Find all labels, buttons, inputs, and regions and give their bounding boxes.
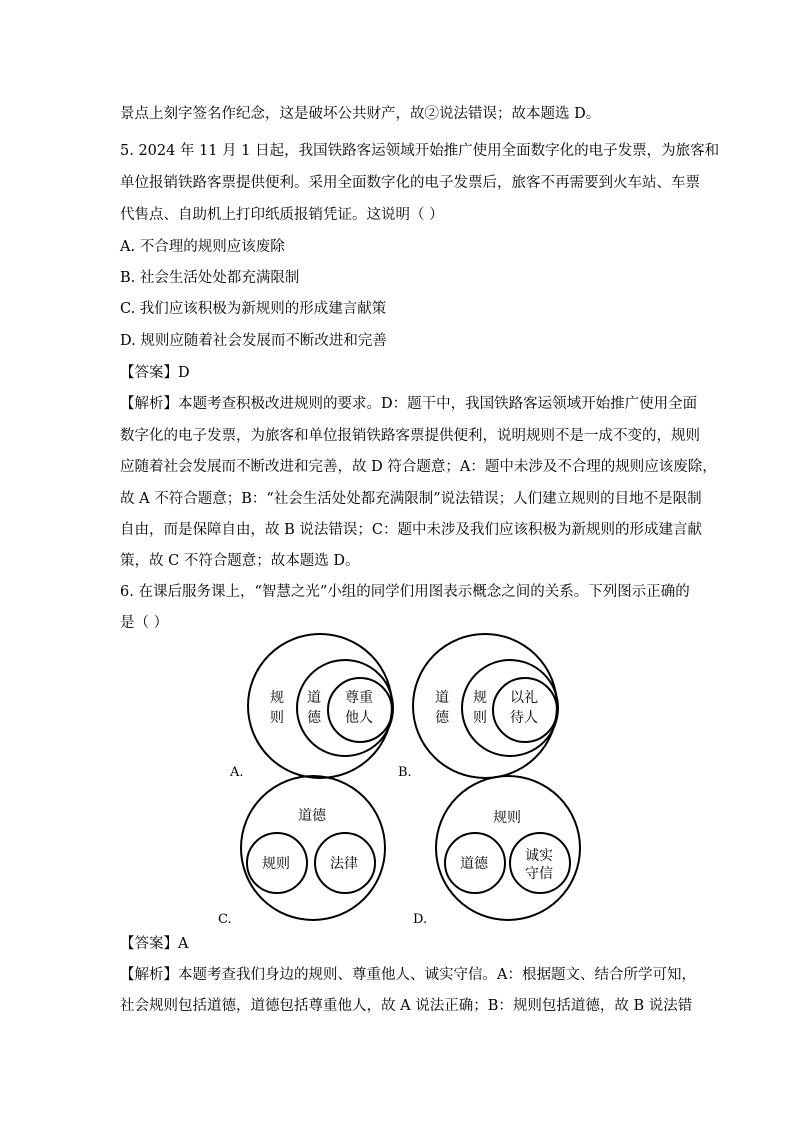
diagram-d-right-label-2: 守信 [525, 866, 553, 882]
diagram-c-letter: C. [218, 912, 232, 927]
diagram-c-left-label: 规则 [262, 856, 290, 872]
diagram-b-letter: B. [398, 765, 412, 780]
q6-stem-line-2: 是（ ） [120, 615, 169, 631]
diagram-a-letter: A. [230, 765, 244, 780]
q5-analysis-line-4: 故 A 不符合题意；B：“社会生活处处都充满限制”说法错误；人们建立规则的目地不是限制 [120, 491, 702, 507]
q5-stem-line-3: 代售点、自助机上打印纸质报销凭证。这说明（ ） [120, 207, 444, 223]
diagram-b-middle-circle [462, 660, 558, 756]
diagram-c-outer-circle [241, 776, 385, 920]
diagram-d-left-label: 道德 [460, 856, 488, 872]
diagram-a-middle-label-1: 道 [307, 690, 321, 706]
diagram-b-outer-label-1: 道 [435, 690, 449, 706]
q5-analysis-line-5: 自由，而是保障自由，故 B 说法错误；C：题中未涉及我们应该积极为新规则的形成建言献 [120, 522, 702, 538]
q6-analysis-line-2: 社会规则包括道德，道德包括尊重他人，故 A 说法正确；B：规则包括道德，故 B 说法错 [120, 998, 693, 1014]
q6-analysis-line-1: 【解析】本题考查我们身边的规则、尊重他人、诚实守信。A：根据题文、结合所学可知， [120, 967, 696, 983]
diagram-d-outer-label: 规则 [493, 810, 521, 826]
diagram-a-middle-label-2: 德 [307, 710, 321, 726]
q5-option-a: A. 不合理的规则应该废除 [120, 239, 285, 255]
diagram-a-outer-label-2: 则 [270, 710, 284, 726]
diagram-c-outer-label: 道德 [298, 808, 326, 824]
diagram-d-right-label-1: 诚实 [525, 848, 553, 864]
previous-analysis-tail: 景点上刻字签名作纪念，这是破坏公共财产，故②说法错误；故本题选 D。 [120, 106, 601, 122]
q6-diagrams [0, 630, 794, 930]
diagram-a-outer-label-1: 规 [270, 690, 284, 706]
diagram-d-letter: D. [413, 912, 428, 927]
q5-analysis-line-3: 应随着社会发展而不断改进和完善，故 D 符合题意；A：题中未涉及不合理的规则应该废除， [120, 459, 717, 475]
diagram-b-inner-label-1: 以礼 [510, 690, 538, 706]
q5-analysis-line-6: 策，故 C 不符合题意；故本题选 D。 [120, 553, 360, 569]
q5-option-b: B. 社会生活处处都充满限制 [120, 270, 300, 286]
diagram-b-inner-label-2: 待人 [510, 710, 538, 726]
q6-answer: 【答案】A [120, 936, 189, 952]
diagram-a-inner-label-1: 尊重 [345, 690, 373, 706]
diagram-a-middle-circle [297, 660, 393, 756]
diagram-b-middle-label-1: 规 [473, 690, 487, 706]
diagram-c [218, 776, 385, 927]
q5-stem-line-2: 单位报销铁路客票提供便利。采用全面数字化的电子发票后，旅客不再需要到火车站、车票 [120, 175, 700, 191]
q5-stem-line-1: 5. 2024 年 11 月 1 日起，我国铁路客运领域开始推广使用全面数字化的电子发票，为旅客和 [120, 143, 720, 159]
diagram-c-right-label: 法律 [330, 856, 358, 872]
diagram-a-inner-label-2: 他人 [345, 710, 373, 726]
q5-analysis-line-2: 数字化的电子发票，为旅客和单位报销铁路客票提供便利，说明规则不是一成不变的，规则 [120, 428, 700, 444]
diagram-a [229, 634, 393, 780]
diagram-b [398, 634, 558, 780]
q5-option-c: C. 我们应该积极为新规则的形成建言献策 [120, 301, 387, 317]
q5-answer: 【答案】D [120, 365, 190, 381]
diagram-d [413, 776, 580, 927]
diagram-d-outer-circle [436, 776, 580, 920]
q5-option-d: D. 规则应随着社会发展而不断改进和完善 [120, 333, 387, 349]
diagram-b-middle-label-2: 则 [473, 710, 487, 726]
diagram-a-outer-circle [248, 634, 392, 778]
diagram-b-outer-label-2: 德 [435, 710, 449, 726]
q6-stem-line-1: 6. 在课后服务课上，“智慧之光”小组的同学们用图表示概念之间的关系。下列图示正确的 [120, 584, 690, 600]
diagram-b-outer-circle [413, 634, 557, 778]
q5-analysis-line-1: 【解析】本题考查积极改进规则的要求。D：题干中，我国铁路客运领域开始推广使用全面 [120, 396, 698, 412]
